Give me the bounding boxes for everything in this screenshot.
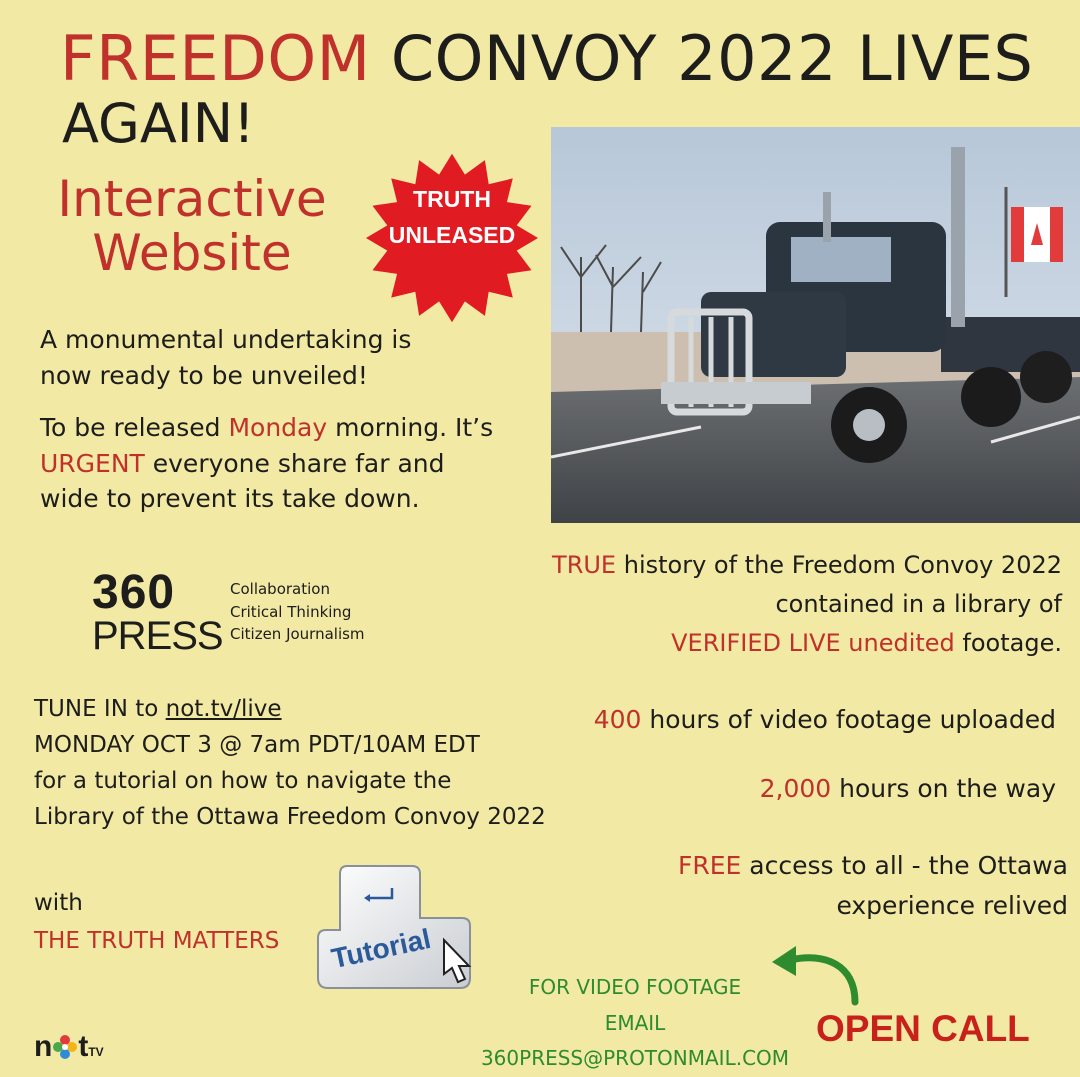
verified-highlight: VERIFIED LIVE unedited <box>671 628 955 657</box>
logo-tagline <box>230 578 365 646</box>
tutorial-key-label: Tutorial <box>328 922 434 975</box>
flower-dot-icon <box>52 1034 78 1060</box>
intro-p2-line3: wide to prevent its take down. <box>40 484 420 513</box>
subtitle-line2: Website <box>92 224 292 282</box>
tagline-item: Critical Thinking <box>230 602 352 621</box>
title-red: FREEDOM <box>60 22 371 95</box>
subtitle-line1: Interactive <box>57 170 327 228</box>
stat-hours-uploaded <box>594 705 1056 734</box>
tune-in-block <box>34 692 546 836</box>
free-highlight: FREE <box>678 851 742 880</box>
true-highlight: TRUE <box>552 551 617 579</box>
intro-text: morning. It’s <box>327 413 494 442</box>
intro-paragraph-2 <box>40 410 493 517</box>
with-label: with <box>34 890 83 916</box>
truck-photo <box>551 127 1080 523</box>
stat-number: 2,000 <box>759 774 832 803</box>
curved-arrow-icon <box>760 940 870 1010</box>
email-address[interactable]: 360PRESS@PROTONMAIL.COM <box>480 1046 790 1071</box>
intro-p2-line2 <box>40 446 493 482</box>
tune-line1 <box>34 692 546 728</box>
stat-text: hours on the way <box>831 774 1056 803</box>
logo-press: PRESS <box>92 614 223 658</box>
stat-number: 400 <box>593 705 642 734</box>
intro-line2: now ready to be unveiled! <box>40 360 368 390</box>
intro-text: everyone share far and <box>144 448 445 478</box>
history-line1 <box>552 546 1062 585</box>
intro-paragraph-1 <box>40 322 411 393</box>
history-line3 <box>552 624 1062 663</box>
truth-matters-label: THE TRUTH MATTERS <box>34 927 280 954</box>
stat-text: hours of video footage uploaded <box>641 705 1056 734</box>
page-title <box>60 22 1034 95</box>
contact-line2: EMAIL <box>604 1010 666 1035</box>
history-text: history of the Freedom Convoy 2022 <box>616 551 1062 579</box>
free-text: access to all - the Ottawa <box>741 851 1068 880</box>
free-line2: experience relived <box>836 891 1068 920</box>
tune-text: TUNE IN to <box>34 696 166 722</box>
subtitle <box>42 172 342 280</box>
tune-line3: for a tutorial on how to navigate the <box>34 767 452 794</box>
history-block <box>552 546 1062 663</box>
brand-letter: n <box>34 1030 53 1063</box>
with-block <box>34 885 279 961</box>
badge-line2: UNLEASED <box>388 221 516 248</box>
title-rest: CONVOY 2022 LIVES <box>390 22 1034 95</box>
brand-tv: TV <box>88 1045 104 1059</box>
free-line1 <box>678 846 1068 886</box>
intro-text: To be released <box>40 413 229 442</box>
title-line2: AGAIN! <box>62 92 255 155</box>
contact-line1: FOR VIDEO FOOTAGE <box>528 975 742 999</box>
history-line2: contained in a library of <box>775 589 1062 618</box>
stat-hours-on-way <box>760 774 1056 803</box>
logo-number: 360 <box>92 566 176 619</box>
badge-text <box>348 182 556 253</box>
not-tv-live-link[interactable]: not.tv/live <box>165 696 282 722</box>
tagline-item: Collaboration <box>230 580 330 598</box>
intro-line1: A monumental undertaking is <box>40 325 412 354</box>
tune-line2: MONDAY OCT 3 @ 7am PDT/10AM EDT <box>34 731 480 758</box>
free-access-block <box>678 846 1068 926</box>
intro-p2-line1 <box>40 410 493 446</box>
open-call-label: OPEN CALL <box>816 1008 1030 1049</box>
badge-line1: TRUTH <box>413 186 491 212</box>
monday-highlight: Monday <box>228 413 328 442</box>
tune-line4: Library of the Ottawa Freedom Convoy 2022 <box>34 803 546 830</box>
not-tv-logo <box>34 1030 104 1064</box>
360-press-logo <box>92 565 223 659</box>
tagline-item: Citizen Journalism <box>230 625 365 643</box>
history-text: footage. <box>954 628 1062 657</box>
brand-letter: t <box>78 1030 89 1063</box>
urgent-highlight: URGENT <box>40 448 145 478</box>
